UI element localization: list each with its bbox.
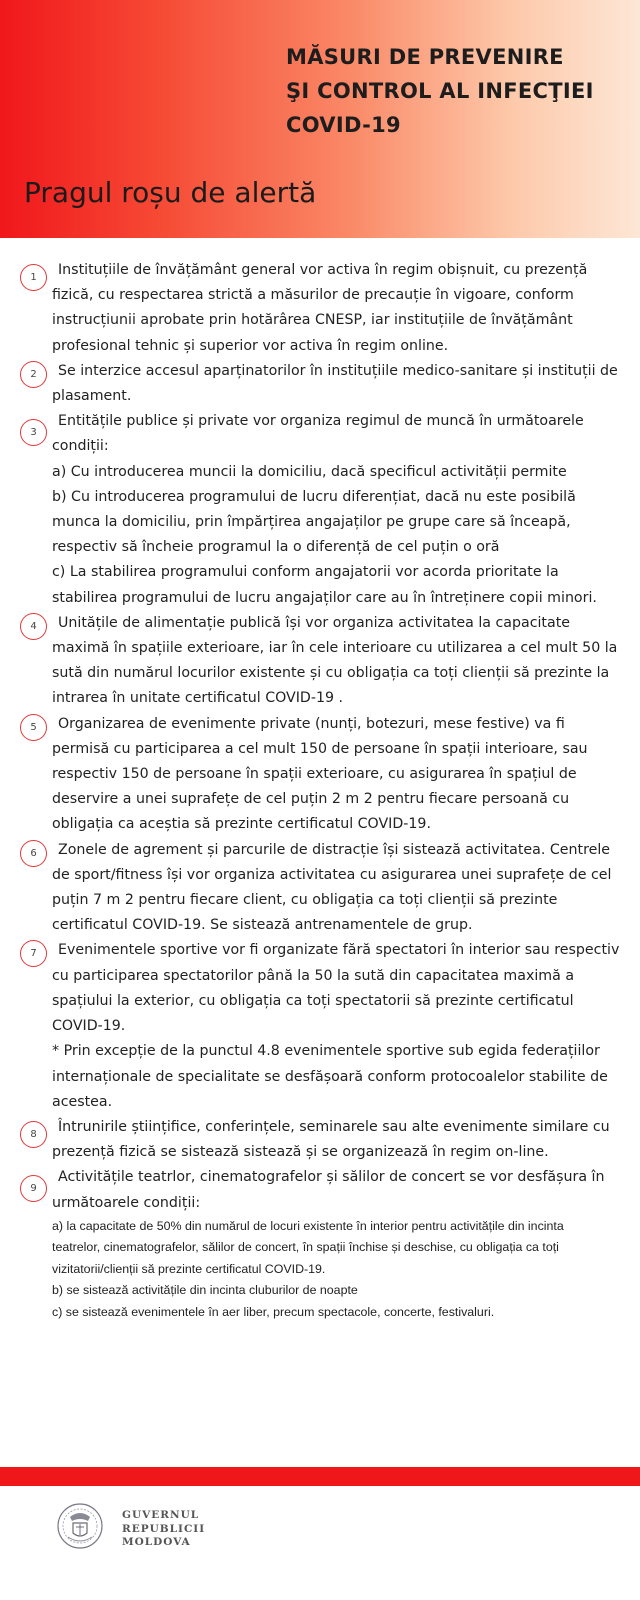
- list-item: [0, 838, 640, 939]
- item-number-badge: 7: [20, 940, 47, 967]
- item-number-badge: 4: [20, 613, 47, 640]
- list-item: [0, 1115, 640, 1165]
- list-item: [0, 409, 640, 611]
- item-note: * Prin excepție de la punctul 4.8 evenimentele sportive sub egida federațiilor internaționale de specialitate se desfășoară conform protocoalelor stabilite de acestea.: [52, 1043, 608, 1110]
- title-line: COVID-19: [286, 113, 401, 137]
- subitem-text: a) la capacitate de 50% din numărul de locuri existente în interior pentru activitățile din incinta teatrelor, cinematografelor, sălilor de concert, în spații închise și deschise, cu obligația ca toți vizitatorii/clienții să prezinte certificatul COVID-19.: [52, 1218, 564, 1276]
- subitem-text: b) Cu introducerea programului de lucru diferențiat, dacă nu este posibilă munca la domiciliu, prin împărțirea angajaților pe grupe care să înceapă, respectiv să încheie programul la o diferență de cel puțin o oră: [52, 488, 576, 556]
- list-item: [0, 712, 640, 838]
- item-number-badge: 5: [20, 714, 47, 741]
- government-name: [122, 1509, 205, 1550]
- gov-line: REPUBLICII: [122, 1522, 206, 1535]
- item-number-badge: 8: [20, 1121, 47, 1148]
- list-item: [0, 938, 640, 1114]
- subitem-text: b) se sistează activitățile din incinta cluburilor de noapte: [52, 1283, 358, 1298]
- item-number-badge: 1: [20, 264, 47, 291]
- footer-bar: [0, 1467, 640, 1486]
- list-item: [0, 1165, 640, 1323]
- list-item: [0, 359, 640, 409]
- item-text: Evenimentele sportive vor fi organizate fără spectatori în interior sau respectiv cu participarea spectatorilor până la 50 la sută din capacitatea maximă a spațiului la exterior, cu obligația ca toți spectatorii să prezinte certificatul COVID-19.: [52, 942, 620, 1035]
- item-text: Unitățile de alimentație publică își vor organiza activitatea la capacitate maximă în spațiile exterioare, iar în cele interioare cu utilizarea a cel mult 50 la sută din numărul locurilor existente și cu obligația ca toți clienții să prezinte la intrarea în unitate certificatul COVID-19 .: [52, 614, 618, 707]
- item-text: Instituțiile de învățământ general vor activa în regim obișnuit, cu prezență fizică, cu respectarea strictă a măsurilor de precauție în vigoare, conform instrucțiunii aprobate prin hotărârea CNESP, iar instituțiile de învățământ profesional tehnic și superior vor activa în regim online.: [52, 262, 588, 354]
- item-number-badge: 2: [20, 361, 47, 388]
- item-text: Activitățile teatrlor, cinematografelor și sălilor de concert se vor desfășura în următoarele condiții:: [52, 1169, 605, 1211]
- coat-of-arms-icon: [56, 1497, 104, 1555]
- title-line: MĂSURI DE PREVENIRE: [286, 45, 564, 69]
- gov-line: MOLDOVA: [122, 1536, 191, 1548]
- item-number-badge: 9: [20, 1175, 47, 1202]
- measures-list: [0, 258, 640, 1323]
- header-banner: [0, 0, 640, 238]
- item-number-badge: 6: [20, 840, 47, 867]
- item-number-badge: 3: [20, 419, 47, 446]
- list-item: [0, 611, 640, 712]
- alert-level-subtitle: Pragul roșu de alertă: [24, 176, 317, 209]
- page-title: [286, 40, 626, 142]
- item-text: Organizarea de evenimente private (nunți, botezuri, mese festive) va fi permisă cu participarea a cel mult 150 de persoane în spații interioare, sau respectiv 150 de persoane în spații exterioare, cu asigurarea în spațiul de deservire a unei suprafețe de cel puțin 2 m 2 pentru fiecare persoană cu obligația ca aceștia să prezinte certificatul COVID-19.: [52, 715, 588, 833]
- item-text: Entitățile publice și private vor organiza regimul de muncă în următoarele condiții:: [52, 413, 584, 455]
- subitem-text: c) se sistează evenimentele în aer liber, precum spectacole, concerte, festivaluri.: [52, 1304, 495, 1319]
- list-item: [0, 258, 640, 359]
- title-line: ŞI CONTROL AL INFECŢIEI: [286, 79, 594, 103]
- item-text: Se interzice accesul aparținatorilor în instituțiile medico-sanitare și instituții de plasament.: [52, 362, 618, 405]
- gov-line: GUVERNUL: [122, 1509, 200, 1521]
- subitem-text: c) La stabilirea programului conform angajatorii vor acorda prioritate la stabilirea programului de lucru angajaților care au în întreținere copii minori.: [52, 564, 597, 606]
- item-text: Zonele de agrement și parcurile de distracție își sistează activitatea. Centrele de sport/fitness își vor organiza activitatea cu asigurarea unei suprafețe de cel puțin 7 m 2 pentru fiecare client, cu obligația ca toți clienții să prezinte certificatul COVID-19. Se sistează antrenamentele de grup.: [52, 841, 612, 934]
- item-text: Întrunirile științifice, conferințele, seminarele sau alte evenimente similare cu prezență fizică se sistează sistează și se organizează în regim on-line.: [52, 1118, 610, 1161]
- subitem-text: a) Cu introducerea muncii la domiciliu, dacă specificul activității permite: [52, 463, 567, 480]
